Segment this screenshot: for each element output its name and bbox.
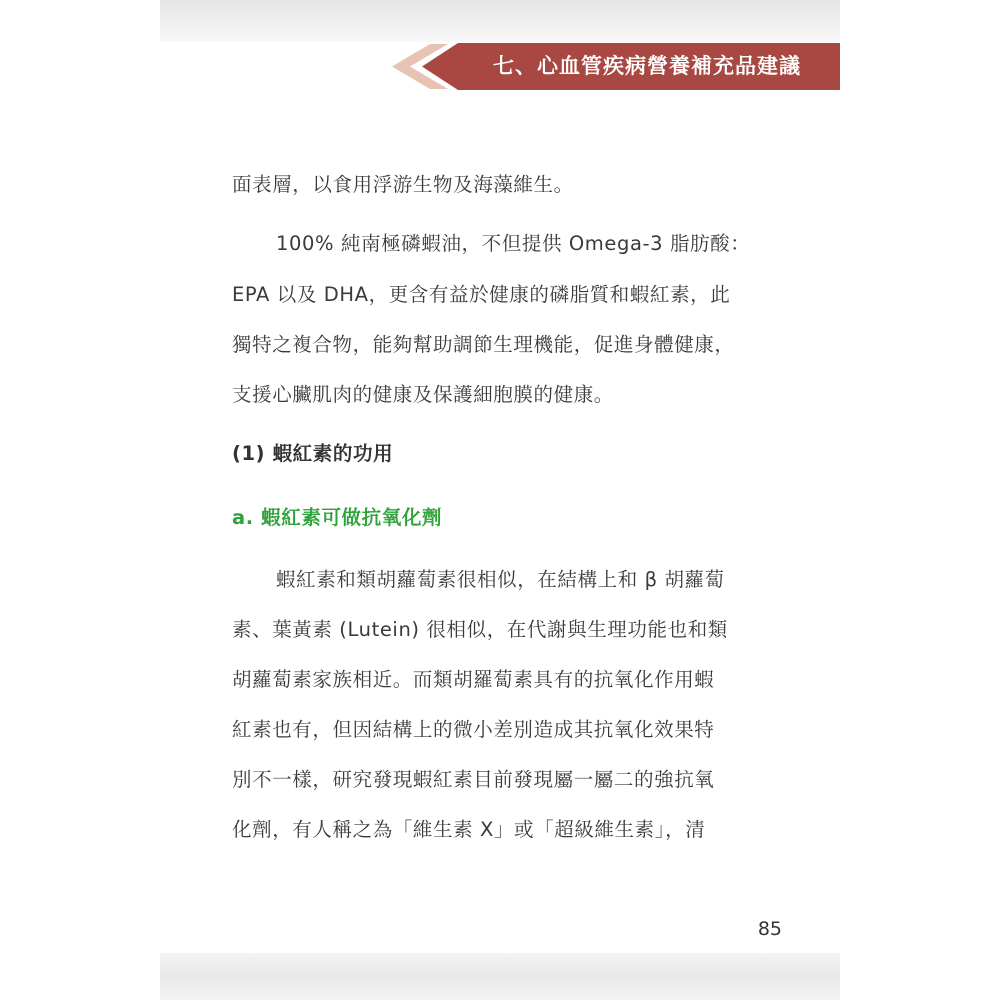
body-line-2: 100% 純南極磷蝦油，不但提供 Omega-3 脂肪酸： — [276, 232, 751, 255]
page-number: 85 — [757, 918, 782, 940]
chapter-banner — [392, 43, 840, 90]
subsection-heading: a. 蝦紅素可做抗氧化劑 — [232, 506, 443, 529]
paragraph-line-2: 素、葉黃素 (Lutein) 很相似，在代謝與生理功能也和類 — [232, 618, 728, 641]
section-heading: (1) 蝦紅素的功用 — [232, 442, 394, 465]
bottom-page-shadow — [160, 953, 840, 1000]
body-line-3: EPA 以及 DHA，更含有益於健康的磷脂質和蝦紅素，此 — [232, 283, 731, 306]
chapter-title: 七、心血管疾病營養補充品建議 — [493, 54, 801, 78]
body-line-4: 獨特之複合物，能夠幫助調節生理機能，促進身體健康， — [232, 333, 735, 356]
paragraph-line-3: 胡蘿蔔素家族相近。而類胡羅蔔素具有的抗氧化作用蝦 — [232, 668, 715, 691]
top-page-shadow — [160, 0, 840, 42]
body-line-1: 面表層，以食用浮游生物及海藻維生。 — [232, 173, 574, 196]
body-line-5: 支援心臟肌肉的健康及保護細胞膜的健康。 — [232, 383, 614, 406]
paragraph-line-4: 紅素也有，但因結構上的微小差別造成其抗氧化效果特 — [232, 718, 715, 741]
paragraph-line-1: 蝦紅素和類胡蘿蔔素很相似，在結構上和 β 胡蘿蔔 — [276, 568, 725, 591]
paragraph-line-6: 化劑，有人稱之為「維生素 X」或「超級維生素」，清 — [232, 818, 706, 841]
paragraph-line-5: 別不一樣，研究發現蝦紅素目前發現屬一屬二的強抗氧 — [232, 768, 715, 791]
